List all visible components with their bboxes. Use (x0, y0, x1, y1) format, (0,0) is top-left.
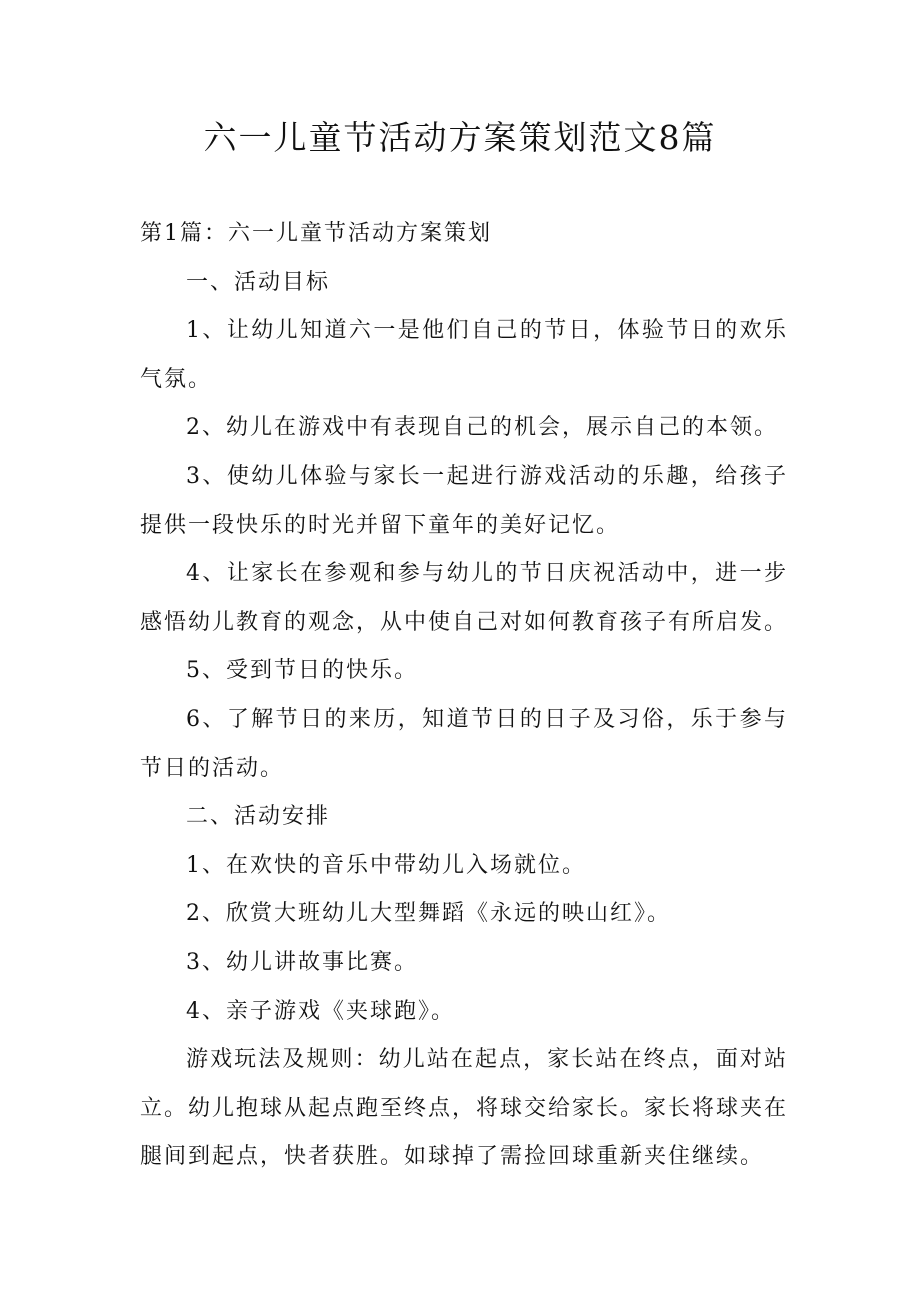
goal-item-5: 5、受到节日的快乐。 (186, 658, 418, 684)
game-rules-paragraph: 游戏玩法及规则：幼儿站在起点，家长站在终点，面对站立。幼儿抱球从起点跑至终点，将球交给家长。家长将球夹在腿间到起点，快者获胜。如球掉了需捡回球重新夹住继续。 (140, 1047, 789, 1170)
arrangement-item-3: 3、幼儿讲故事比赛。 (186, 949, 418, 975)
arrangement-item-2: 2、欣赏大班幼儿大型舞蹈《永远的映山红》。 (186, 901, 671, 927)
section-heading: 第1篇：六一儿童节活动方案策划 (140, 221, 492, 246)
arrangement-item-1: 1、在欢快的音乐中带幼儿入场就位。 (186, 852, 586, 878)
goal-item-4: 4、让家长在参观和参与幼儿的节日庆祝活动中，进一步感悟幼儿教育的观念，从中使自己对如何教育孩子有所启发。 (140, 561, 789, 635)
heading-activity-arrangement: 二、活动安排 (186, 804, 331, 830)
goal-item-3: 3、使幼儿体验与家长一起进行游戏活动的乐趣，给孩子提供一段快乐的时光并留下童年的美好记忆。 (140, 463, 788, 538)
arrangement-item-4: 4、亲子游戏《夹球跑》。 (186, 998, 455, 1024)
goal-item-2: 2、幼儿在游戏中有表现自己的机会，展示自己的本领。 (186, 415, 778, 441)
document-title: 六一儿童节活动方案策划范文8篇 (203, 118, 717, 157)
document-body (140, 210, 788, 1182)
heading-activity-goals: 一、活动目标 (186, 269, 331, 295)
goal-item-6: 6、了解节日的来历，知道节日的日子及习俗，乐于参与节日的活动。 (140, 706, 788, 781)
goal-item-1: 1、让幼儿知道六一是他们自己的节日，体验节日的欢乐气氛。 (140, 318, 788, 392)
